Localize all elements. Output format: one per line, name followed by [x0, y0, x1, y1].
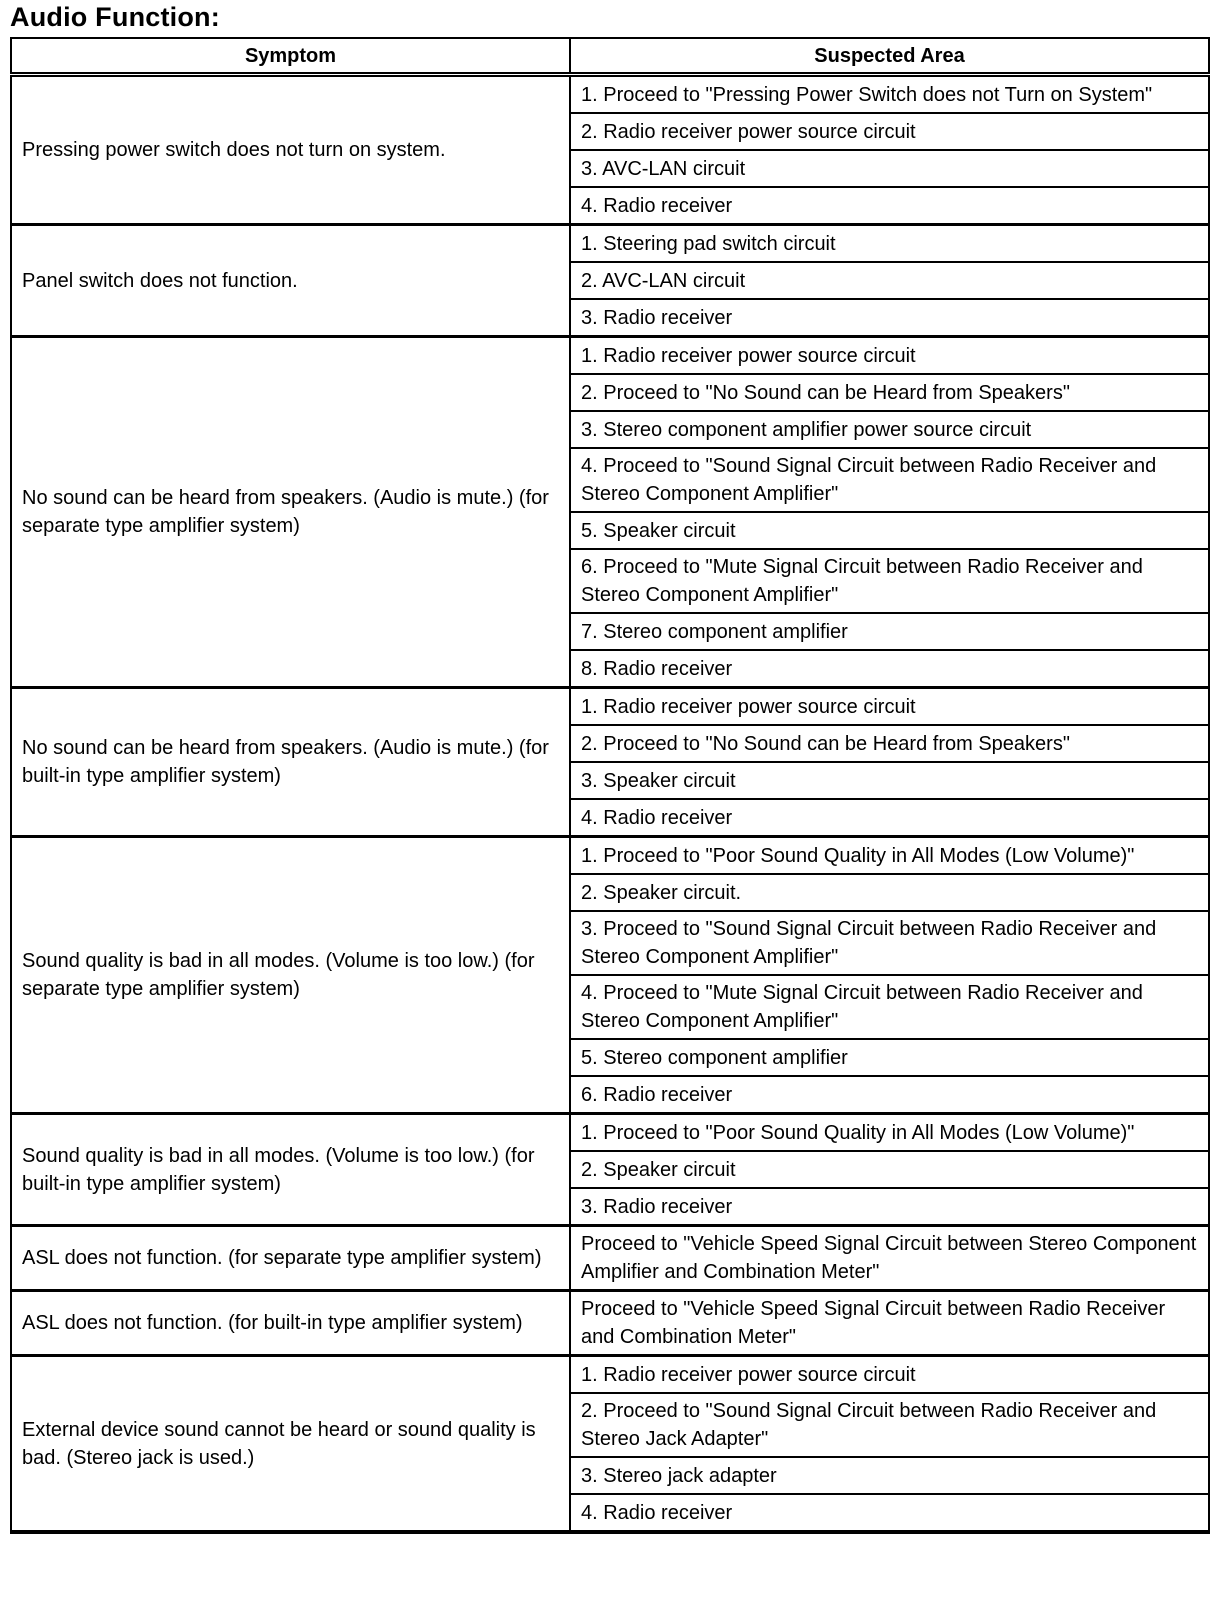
suspected-area-cell: 1. Radio receiver power source circuit [570, 337, 1209, 375]
suspected-area-cell: 6. Proceed to "Mute Signal Circuit between Radio Receiver and Stereo Component Amplifier" [570, 549, 1209, 613]
suspected-area-cell: 8. Radio receiver [570, 650, 1209, 688]
suspected-area-cell: 2. Speaker circuit. [570, 874, 1209, 911]
table-header-row [11, 38, 1209, 75]
suspected-area-cell: Proceed to "Vehicle Speed Signal Circuit between Radio Receiver and Combination Meter" [570, 1291, 1209, 1356]
table-row [11, 1356, 1209, 1394]
table-row [11, 225, 1209, 263]
suspected-area-cell: 1. Radio receiver power source circuit [570, 1356, 1209, 1394]
suspected-area-cell: 1. Radio receiver power source circuit [570, 688, 1209, 726]
suspected-area-cell: 2. Proceed to "No Sound can be Heard from Speakers" [570, 725, 1209, 762]
suspected-area-cell: 4. Radio receiver [570, 187, 1209, 225]
suspected-area-cell: Proceed to "Vehicle Speed Signal Circuit between Stereo Component Amplifier and Combination Meter" [570, 1226, 1209, 1291]
symptom-cell: ASL does not function. (for separate type amplifier system) [11, 1226, 570, 1291]
suspected-area-cell: 2. Radio receiver power source circuit [570, 113, 1209, 150]
table-row [11, 1114, 1209, 1152]
symptom-cell: Sound quality is bad in all modes. (Volume is too low.) (for built-in type amplifier system) [11, 1114, 570, 1226]
table-row [11, 1226, 1209, 1291]
suspected-area-cell: 7. Stereo component amplifier [570, 613, 1209, 650]
symptom-cell: Pressing power switch does not turn on system. [11, 75, 570, 225]
suspected-area-cell: 1. Proceed to "Poor Sound Quality in All Modes (Low Volume)" [570, 837, 1209, 875]
header-symptom: Symptom [11, 38, 570, 75]
table-row [11, 75, 1209, 114]
suspected-area-cell: 1. Steering pad switch circuit [570, 225, 1209, 263]
suspected-area-cell: 3. Radio receiver [570, 299, 1209, 337]
suspected-area-cell: 1. Proceed to "Poor Sound Quality in All Modes (Low Volume)" [570, 1114, 1209, 1152]
table-row [11, 1291, 1209, 1356]
suspected-area-cell: 3. Speaker circuit [570, 762, 1209, 799]
suspected-area-cell: 2. Speaker circuit [570, 1151, 1209, 1188]
suspected-area-cell: 5. Stereo component amplifier [570, 1039, 1209, 1076]
suspected-area-cell: 1. Proceed to "Pressing Power Switch does not Turn on System" [570, 75, 1209, 114]
symptom-cell: External device sound cannot be heard or sound quality is bad. (Stereo jack is used.) [11, 1356, 570, 1533]
symptom-cell: No sound can be heard from speakers. (Audio is mute.) (for separate type amplifier system) [11, 337, 570, 688]
suspected-area-cell: 2. Proceed to "Sound Signal Circuit between Radio Receiver and Stereo Jack Adapter" [570, 1393, 1209, 1457]
suspected-area-cell: 4. Proceed to "Sound Signal Circuit between Radio Receiver and Stereo Component Amplifier" [570, 448, 1209, 512]
suspected-area-cell: 3. Stereo jack adapter [570, 1457, 1209, 1494]
symptom-cell: Panel switch does not function. [11, 225, 570, 337]
table-row [11, 837, 1209, 875]
symptom-cell: Sound quality is bad in all modes. (Volume is too low.) (for separate type amplifier system) [11, 837, 570, 1114]
suspected-area-cell: 5. Speaker circuit [570, 512, 1209, 549]
troubleshooting-table [10, 37, 1210, 1534]
suspected-area-cell: 3. Stereo component amplifier power source circuit [570, 411, 1209, 448]
suspected-area-cell: 4. Radio receiver [570, 799, 1209, 837]
header-suspected-area: Suspected Area [570, 38, 1209, 75]
suspected-area-cell: 3. AVC-LAN circuit [570, 150, 1209, 187]
table-row [11, 688, 1209, 726]
table-row [11, 337, 1209, 375]
page-title: Audio Function: [10, 2, 220, 32]
symptom-cell: No sound can be heard from speakers. (Audio is mute.) (for built-in type amplifier system) [11, 688, 570, 837]
suspected-area-cell: 4. Proceed to "Mute Signal Circuit between Radio Receiver and Stereo Component Amplifier" [570, 975, 1209, 1039]
suspected-area-cell: 2. Proceed to "No Sound can be Heard from Speakers" [570, 374, 1209, 411]
symptom-cell: ASL does not function. (for built-in type amplifier system) [11, 1291, 570, 1356]
suspected-area-cell: 6. Radio receiver [570, 1076, 1209, 1114]
suspected-area-cell: 3. Proceed to "Sound Signal Circuit between Radio Receiver and Stereo Component Amplifier" [570, 911, 1209, 975]
suspected-area-cell: 4. Radio receiver [570, 1494, 1209, 1532]
table-body [11, 75, 1209, 1533]
suspected-area-cell: 2. AVC-LAN circuit [570, 262, 1209, 299]
suspected-area-cell: 3. Radio receiver [570, 1188, 1209, 1226]
